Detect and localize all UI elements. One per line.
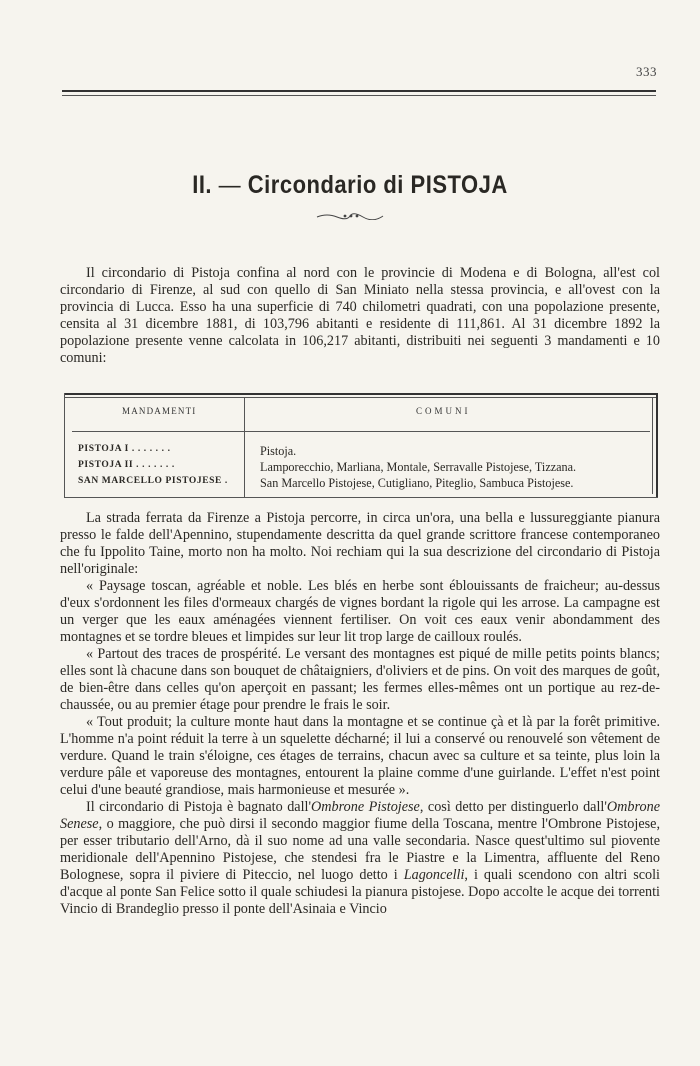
title-dash: — — [218, 170, 242, 199]
table-row — [78, 444, 646, 460]
text-run: , così detto per distinguerlo dall' — [419, 799, 607, 815]
mandamento-cell: PISTOJA I . . . . . . . — [78, 444, 171, 454]
header-mandamenti: MANDAMENTI — [122, 406, 197, 416]
mandamento-cell: SAN MARCELLO PISTOJESE . — [78, 476, 228, 486]
text-run: , o maggiore, che può dirsi il secondo maggior fiume della Toscana, mentre l'Ombrone Pistojese, per esser tributario dell'Arno, dà il suo nome ad una valle secondaria. Nasce quest'ultimo sul piovente meridionale dell'Apennino Pistojese, che stendesi fra le Piastre e la Limentra, affluente del Reno Bolognese, sopra il piviere di Piteccio, nel luogo detto i — [60, 816, 660, 883]
chapter-title — [0, 170, 700, 199]
header-rule-thick — [62, 90, 656, 92]
mandamenti-table — [64, 393, 658, 498]
text-run: Il circondario di Pistoja è bagnato dall' — [86, 799, 312, 815]
river-name: Ombrone Senese — [60, 799, 660, 832]
body-paragraph-ombrone — [60, 799, 660, 918]
table-rule — [64, 397, 658, 398]
place-name: Lagoncelli — [403, 867, 465, 883]
page-number: 333 — [636, 64, 657, 79]
comuni-cell: San Marcello Pistojese, Cutigliano, Piteglio, Sambuca Pistojese. — [260, 476, 574, 490]
quote-paragraph: « Partout des traces de prospérité. Le versant des montagnes est piqué de mille petits points blancs; elles sont là chacune dans son bouquet de châtaigniers, d'oliviers et de pins. On voit des marques de goût, de bien-être dans celles qu'on aperçoit en passant; les fermes elles-mêmes ont un portique au rez-de-chaussée, ou au premier étage pour prendre le frais le soir. — [60, 646, 660, 713]
header-rule-thin — [62, 95, 656, 96]
table-row — [78, 476, 646, 492]
table-rule — [64, 497, 658, 498]
table-row — [78, 460, 646, 476]
ornament-flourish-icon — [315, 212, 385, 220]
table-rule — [64, 393, 65, 498]
river-name: Ombrone Pistojese — [311, 799, 420, 815]
table-rule — [652, 397, 653, 494]
table-rule — [656, 393, 658, 498]
text-run: , i quali scendono con altri scoli d'acque al ponte San Felice sotto il quale schiudesi la pianura pistojese. Dopo accolte le acque dei torrenti Vincio di Brandeglio presso il ponte dell'Asinaia e Vincio — [60, 867, 660, 917]
body-paragraph: La strada ferrata da Firenze a Pistoja percorre, in circa un'ora, una bella e lussureggiante pianura presso le falde dell'Apennino, stupendamente descritta da quel grande scrittore francese contemporaneo che fu Ippolito Taine, morto non ha molto. Noi rechiam qui la sua descrizione del circondario di Pistoja nell'originale: — [60, 510, 660, 577]
title-prefix: II. — [192, 170, 213, 199]
intro-paragraph: Il circondario di Pistoja confina al nord con le provincie di Modena e di Bologna, all'est col circondario di Firenze, al sud con quello di San Miniato nella stessa provincia, e all'ovest con la provincia di Lucca. Esso ha una superficie di 740 chilometri quadrati, con una popolazione presente, censita al 31 dicembre 1881, di 103,796 abitanti e residente di 111,861. Al 31 dicembre 1892 la popolazione presente venne calcolata in 106,217 abitanti, distribuiti nei seguenti 3 mandamenti e 10 comuni: — [60, 265, 660, 366]
quote-paragraph: « Tout produit; la culture monte haut dans la montagne et se continue çà et là par la forêt primitive. L'homme n'a point réduit la terre à un squelette décharné; il lui a conservé ou renouvelé son vêtement de verdure. Quand le train s'éloigne, ces étages de terrains, chacun avec sa culture et sa teinte, plus loin la verdure pâle et vaporeuse des montagnes, entourent la plaine comme d'une guirlande. L'effet n'est point celui d'une beauté grandiose, mais harmonieuse et mesurée ». — [60, 714, 660, 798]
table-header-rule — [72, 431, 650, 432]
comuni-cell: Lamporecchio, Marliana, Montale, Serravalle Pistojese, Tizzana. — [260, 460, 577, 474]
mandamento-cell: PISTOJA II . . . . . . . — [78, 460, 175, 470]
body-text — [60, 510, 660, 918]
title-name: PISTOJA — [410, 170, 508, 199]
intro-paragraph-block — [60, 265, 660, 367]
ornament-divider — [0, 212, 700, 223]
comuni-cell: Pistoja. — [260, 444, 297, 458]
quote-paragraph: « Paysage toscan, agréable et noble. Les blés en herbe sont éblouissants de fraicheur; au-dessus d'eux s'ordonnent les files d'ormeaux chargés de vignes bordant la rigole qui les arrose. La campagne est un verger que les eaux aménagées viennent fertiliser. On voit ces eaux venir abondamment des montagnes et se tordre bleues et limpides sur leur lit trop large de cailloux roulés. — [60, 578, 660, 645]
title-main: Circondario di — [247, 170, 404, 199]
table-rule — [64, 393, 658, 395]
header-comuni: COMUNI — [416, 406, 471, 416]
